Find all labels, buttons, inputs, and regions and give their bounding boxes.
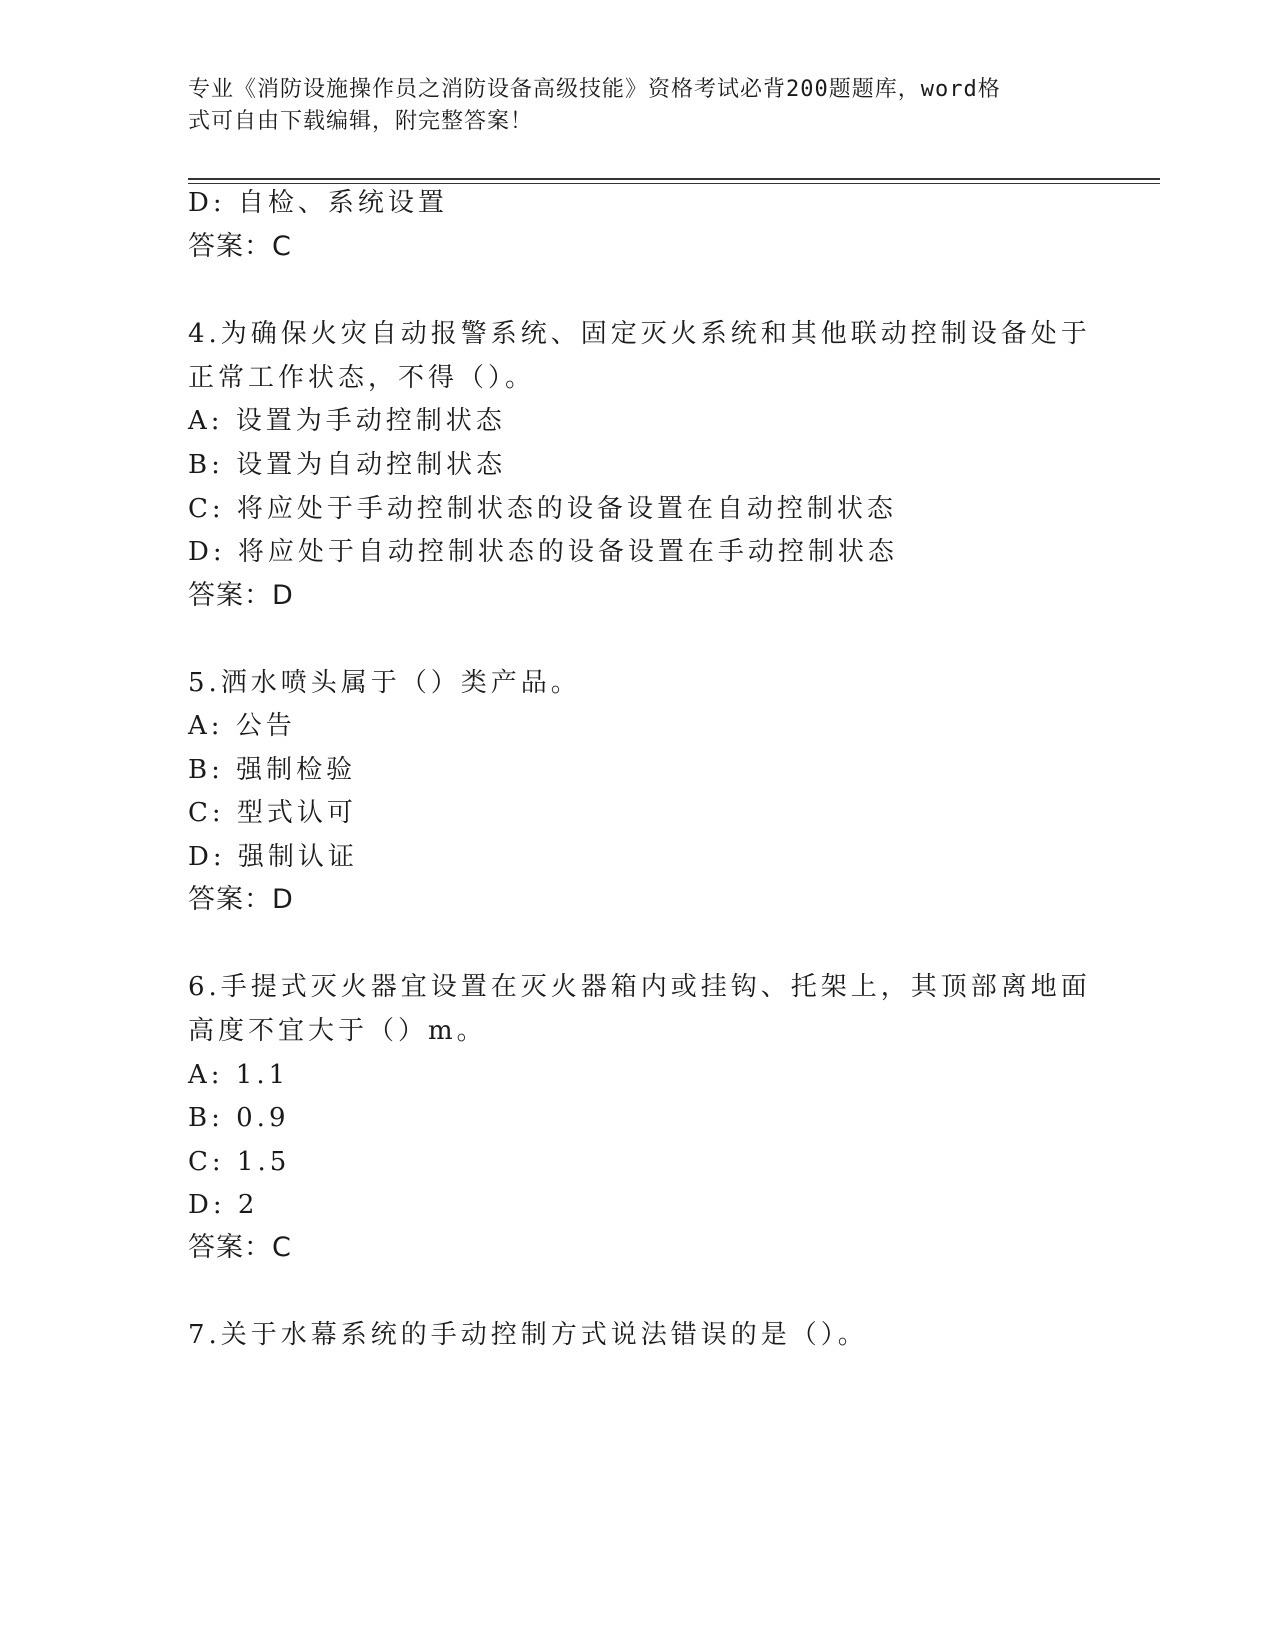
q6-stem-line-2: 高度不宜大于（）m。 xyxy=(188,1016,487,1046)
q6-stem-line-1: 6.手提式灭火器宜设置在灭火器箱内或挂钩、托架上，其顶部离地面 xyxy=(188,972,1091,1002)
q7-stem-line-1: 7.关于水幕系统的手动控制方式说法错误的是（）。 xyxy=(188,1320,868,1350)
header-divider-thin xyxy=(188,183,1160,184)
q6-option-c: C: 1.5 xyxy=(188,1147,291,1177)
q4-option-d: D: 将应处于自动控制状态的设备设置在手动控制状态 xyxy=(188,537,898,567)
document-header xyxy=(188,74,1068,138)
header-divider-thick xyxy=(188,178,1160,180)
q3-answer: 答案：C xyxy=(188,231,292,262)
q4-option-c: C: 将应处于手动控制状态的设备设置在自动控制状态 xyxy=(188,494,897,524)
q3-option-d: D: 自检、系统设置 xyxy=(188,188,448,218)
q5-option-a: A: 公告 xyxy=(188,711,296,741)
q4-option-b: B: 设置为自动控制状态 xyxy=(188,450,507,480)
q6-option-b: B: 0.9 xyxy=(188,1103,290,1133)
q5-option-b: B: 强制检验 xyxy=(188,755,357,785)
q5-option-c: C: 型式认可 xyxy=(188,798,357,828)
q6-answer: 答案：C xyxy=(188,1232,292,1263)
q6-option-d: D: 2 xyxy=(188,1190,259,1220)
q4-stem-line-2: 正常工作状态，不得（）。 xyxy=(188,363,536,393)
q4-option-a: A: 设置为手动控制状态 xyxy=(188,406,506,436)
q4-answer: 答案：D xyxy=(188,580,294,611)
q4-stem-line-1: 4.为确保火灾自动报警系统、固定灭火系统和其他联动控制设备处于 xyxy=(188,319,1091,349)
q5-answer: 答案：D xyxy=(188,884,294,915)
q6-option-a: A: 1.1 xyxy=(188,1060,290,1090)
header-line-1: 专业《消防设施操作员之消防设备高级技能》资格考试必背200题题库，word格 xyxy=(188,77,1001,102)
header-line-2: 式可自由下载编辑，附完整答案！ xyxy=(188,109,534,134)
q5-stem-line-1: 5.洒水喷头属于（）类产品。 xyxy=(188,668,581,698)
q5-option-d: D: 强制认证 xyxy=(188,842,358,872)
